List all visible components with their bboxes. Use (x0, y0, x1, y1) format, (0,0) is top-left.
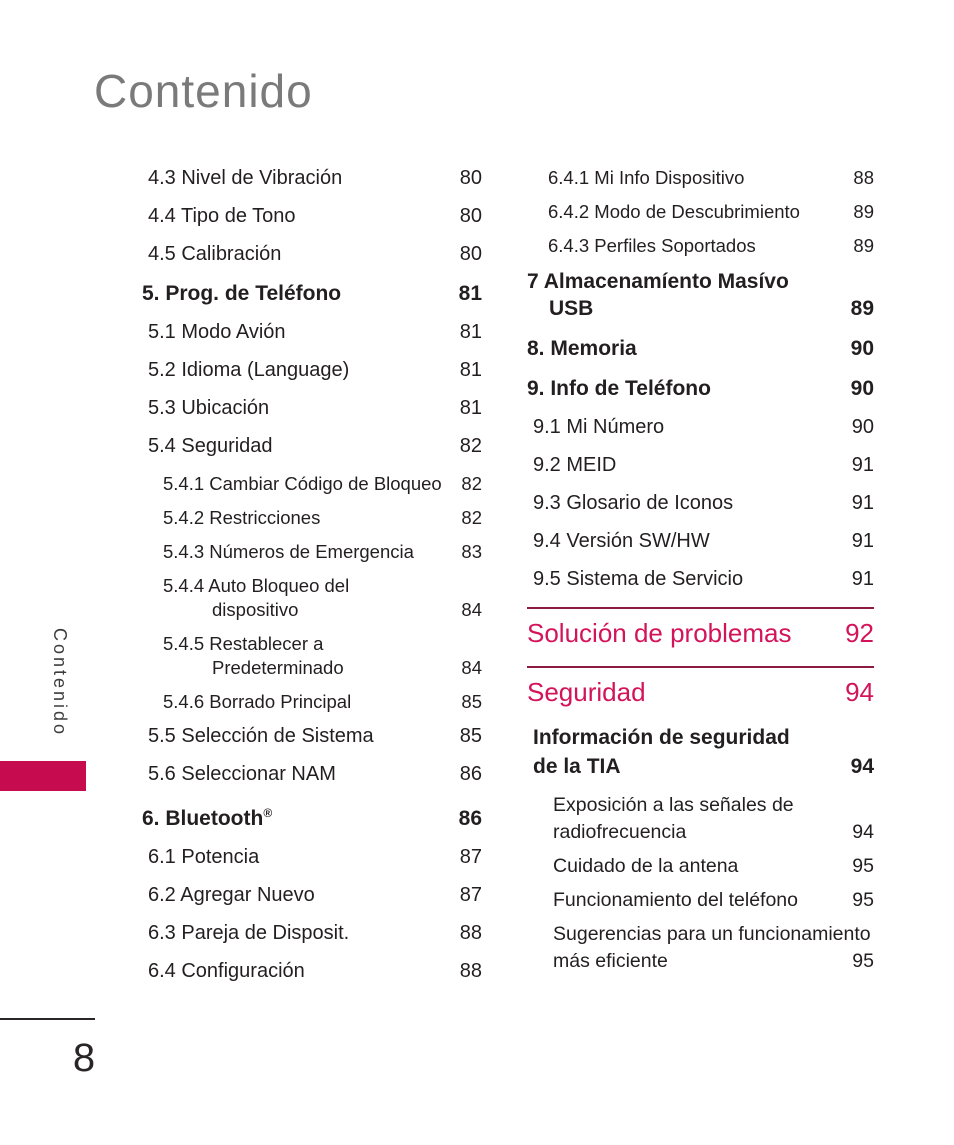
toc-entry[interactable] (142, 632, 482, 680)
toc-entry[interactable] (527, 200, 874, 224)
toc-entry-label (163, 632, 344, 680)
toc-entry[interactable] (142, 959, 482, 983)
toc-entry[interactable] (527, 268, 874, 322)
toc-entry-label (148, 166, 342, 190)
toc-entry[interactable] (142, 434, 482, 458)
toc-entry-label (148, 204, 296, 228)
toc-entry-page: 81 (459, 321, 482, 343)
toc-entry-label (148, 242, 281, 266)
toc-entry-label (548, 166, 744, 190)
toc-entry-label (148, 883, 315, 907)
toc-entry-label (148, 320, 286, 344)
toc-entry[interactable] (142, 574, 482, 622)
toc-entry-line: 5.4.1 Cambiar Código de Bloqueo (163, 473, 442, 494)
toc-entry-page: 94 (845, 677, 874, 707)
toc-entry-line: 7 Almacenamíento Masívo (527, 270, 789, 293)
toc-entry-line: 6. Bluetooth® (142, 806, 273, 830)
toc-entry-page: 88 (853, 167, 874, 188)
toc-entry[interactable] (142, 690, 482, 714)
toc-entry-label (163, 574, 349, 622)
toc-entry-page: 82 (461, 507, 482, 528)
toc-entry-page: 88 (459, 922, 482, 944)
toc-entry-page: 80 (459, 205, 482, 227)
toc-entry-label (163, 506, 320, 530)
toc-entry-line: Cuidado de la antena (553, 855, 739, 877)
toc-entry-page: 95 (852, 855, 874, 877)
toc-entry[interactable] (142, 506, 482, 530)
toc-entry-line: 5.4 Seguridad (148, 435, 273, 457)
toc-entry-line: Funcionamiento del teléfono (553, 889, 798, 911)
toc-entry-page: 81 (459, 397, 482, 419)
toc-entry[interactable] (527, 491, 874, 515)
toc-entry-line: 6.2 Agregar Nuevo (148, 884, 315, 906)
toc-entry-line: 5.4.4 Auto Bloqueo del (163, 575, 350, 596)
toc-entry-label (548, 234, 756, 258)
toc-entry-label (148, 358, 349, 382)
toc-entry-page: 85 (461, 691, 482, 712)
registered-trademark-symbol: ® (263, 806, 273, 820)
toc-entry[interactable] (142, 242, 482, 266)
toc-entry-page: 83 (461, 541, 482, 562)
toc-entry-line: 5.3 Ubicación (148, 397, 270, 419)
toc-entry-line: más eficiente (553, 950, 668, 972)
toc-entry-page: 94 (850, 755, 874, 778)
toc-entry-page: 89 (853, 201, 874, 222)
toc-entry-label (142, 800, 272, 832)
toc-entry-label (148, 434, 273, 458)
toc-entry-page: 89 (853, 235, 874, 256)
toc-entry[interactable] (142, 166, 482, 190)
toc-entry[interactable] (142, 280, 482, 307)
toc-entry-page: 85 (459, 725, 482, 747)
toc-entry-label (527, 676, 646, 709)
toc-entry[interactable] (527, 567, 874, 591)
toc-entry-label (533, 529, 710, 553)
toc-entry-line: 8. Memoria (527, 337, 637, 360)
toc-entry-page: 91 (851, 568, 874, 590)
toc-entry-page: 81 (459, 359, 482, 381)
footer-rule (0, 1018, 95, 1020)
toc-entry-line: USB (549, 297, 594, 320)
toc-entry-page: 90 (851, 416, 874, 438)
toc-entry-page: 86 (459, 763, 482, 785)
toc-entry-line: 6.4.2 Modo de Descubrimiento (548, 201, 800, 222)
toc-entry[interactable] (527, 166, 874, 190)
toc-entry-line: 4.3 Nivel de Vibración (148, 167, 343, 189)
toc-entry-page: 92 (845, 618, 874, 648)
toc-entry[interactable] (142, 762, 482, 786)
toc-entry-line: 5.4.6 Borrado Principal (163, 691, 352, 712)
toc-entry-line: 6.3 Pareja de Disposit. (148, 922, 350, 944)
toc-entry-page: 95 (852, 889, 874, 911)
toc-entry-line: 6.4.1 Mi Info Dispositivo (548, 167, 745, 188)
toc-entry-label (148, 959, 305, 983)
toc-entry-line: 5.2 Idioma (Language) (148, 359, 350, 381)
toc-entry-page: 94 (852, 821, 874, 843)
toc-entry[interactable] (527, 335, 874, 362)
toc-entry-label (527, 335, 637, 362)
toc-entry-label (148, 762, 336, 786)
toc-entry[interactable] (527, 921, 874, 975)
toc-entry-line: Solución de problemas (527, 618, 792, 648)
toc-entry-line: 5. Prog. de Teléfono (142, 282, 342, 305)
toc-entry-page: 90 (850, 337, 874, 360)
section-divider (527, 666, 874, 668)
toc-entry-label (533, 723, 790, 781)
toc-entry-label (553, 887, 798, 914)
toc-entry[interactable] (142, 396, 482, 420)
toc-entry-label (163, 540, 414, 564)
toc-entry-page: 82 (459, 435, 482, 457)
toc-entry-line: de la TIA (533, 755, 621, 778)
toc-entry-label (148, 845, 259, 869)
sidebar-pink-tab (0, 761, 86, 791)
toc-entry[interactable] (527, 723, 874, 781)
toc-entry-line: dispositivo (212, 599, 299, 620)
toc-entry-label (533, 415, 664, 439)
toc-entry[interactable] (142, 320, 482, 344)
toc-entry-line: Sugerencias para un funcionamiento (553, 923, 871, 945)
toc-entry-line: 4.5 Calibración (148, 243, 282, 265)
toc-entry-label (148, 396, 269, 420)
toc-entry-label (533, 491, 733, 515)
toc-entry[interactable] (142, 921, 482, 945)
toc-entry-line: 5.4.3 Números de Emergencia (163, 541, 414, 562)
toc-entry-line: 9.5 Sistema de Servicio (533, 568, 744, 590)
toc-entry-page: 91 (851, 492, 874, 514)
toc-entry-label (527, 375, 711, 402)
page-number: 8 (72, 1036, 96, 1080)
toc-entry-line: 9.4 Versión SW/HW (533, 530, 710, 552)
toc-entry[interactable] (142, 845, 482, 869)
toc-entry-line: 6.1 Potencia (148, 846, 260, 868)
toc-entry[interactable] (527, 853, 874, 880)
toc-entry-page: 87 (459, 884, 482, 906)
toc-entry[interactable] (527, 887, 874, 914)
toc-entry-page: 84 (461, 657, 482, 678)
toc-entry-line: 9. Info de Teléfono (527, 377, 711, 400)
toc-entry-line: 5.1 Modo Avión (148, 321, 286, 343)
toc-entry[interactable] (527, 453, 874, 477)
toc-entry[interactable] (527, 375, 874, 402)
toc-entry[interactable] (527, 234, 874, 258)
toc-entry[interactable] (142, 883, 482, 907)
toc-entry-line: 5.5 Selección de Sistema (148, 725, 374, 747)
toc-entry-label (163, 472, 442, 496)
toc-entry-line: radiofrecuencia (553, 821, 687, 843)
toc-entry-line: 4.4 Tipo de Tono (148, 205, 296, 227)
toc-entry-line: 9.3 Glosario de Iconos (533, 492, 734, 514)
toc-entry-line: Predeterminado (212, 657, 344, 678)
toc-entry[interactable] (142, 724, 482, 748)
toc-entry-page: 87 (459, 846, 482, 868)
toc-entry-line: 6.4.3 Perfiles Soportados (548, 235, 756, 256)
toc-entry-label (148, 724, 374, 748)
toc-entry-line: 5.4.2 Restricciones (163, 507, 321, 528)
toc-entry[interactable] (142, 540, 482, 564)
toc-entry-page: 86 (458, 807, 482, 830)
toc-entry[interactable] (527, 529, 874, 553)
toc-entry-label (553, 792, 794, 846)
toc-entry[interactable] (527, 617, 874, 650)
toc-entry-label (142, 280, 341, 307)
toc-entry[interactable] (527, 792, 874, 846)
toc-entry-line: Seguridad (527, 677, 646, 707)
toc-entry[interactable] (527, 415, 874, 439)
toc-entry-page: 81 (458, 282, 482, 305)
toc-entry-label (533, 453, 616, 477)
toc-entry-line: 5.4.5 Restablecer a (163, 633, 324, 654)
toc-entry-label (163, 690, 351, 714)
section-divider (527, 607, 874, 609)
page-title: Contenido (94, 65, 313, 117)
toc-entry-line: 5.6 Seleccionar NAM (148, 763, 336, 785)
toc-entry-label (553, 853, 738, 880)
toc-entry-line: 6.4 Configuración (148, 960, 305, 982)
toc-entry-line: Información de seguridad (533, 726, 790, 749)
toc-left-column (142, 166, 482, 997)
toc-entry[interactable] (142, 358, 482, 382)
toc-entry-page: 91 (851, 530, 874, 552)
toc-entry-line: 9.1 Mi Número (533, 416, 665, 438)
toc-entry-label (533, 567, 743, 591)
toc-entry[interactable] (142, 800, 482, 832)
toc-entry-label (548, 200, 800, 224)
toc-entry-page: 95 (852, 950, 874, 972)
toc-entry-page: 82 (461, 473, 482, 494)
sidebar-vertical-label: Contenido (50, 628, 70, 738)
toc-entry-label (148, 921, 349, 945)
toc-entry[interactable] (142, 472, 482, 496)
toc-entry-page: 80 (459, 243, 482, 265)
toc-entry-line: Exposición a las señales de (553, 794, 794, 816)
toc-entry[interactable] (142, 204, 482, 228)
toc-right-column (527, 166, 874, 982)
toc-entry-page: 88 (459, 960, 482, 982)
toc-entry-page: 80 (459, 167, 482, 189)
toc-entry-label (527, 617, 792, 650)
toc-entry-page: 90 (850, 377, 874, 400)
toc-entry[interactable] (527, 676, 874, 709)
toc-entry-page: 89 (850, 297, 874, 320)
toc-entry-page: 84 (461, 599, 482, 620)
toc-entry-page: 91 (851, 454, 874, 476)
toc-entry-label (527, 268, 789, 322)
toc-entry-line: 9.2 MEID (533, 454, 617, 476)
